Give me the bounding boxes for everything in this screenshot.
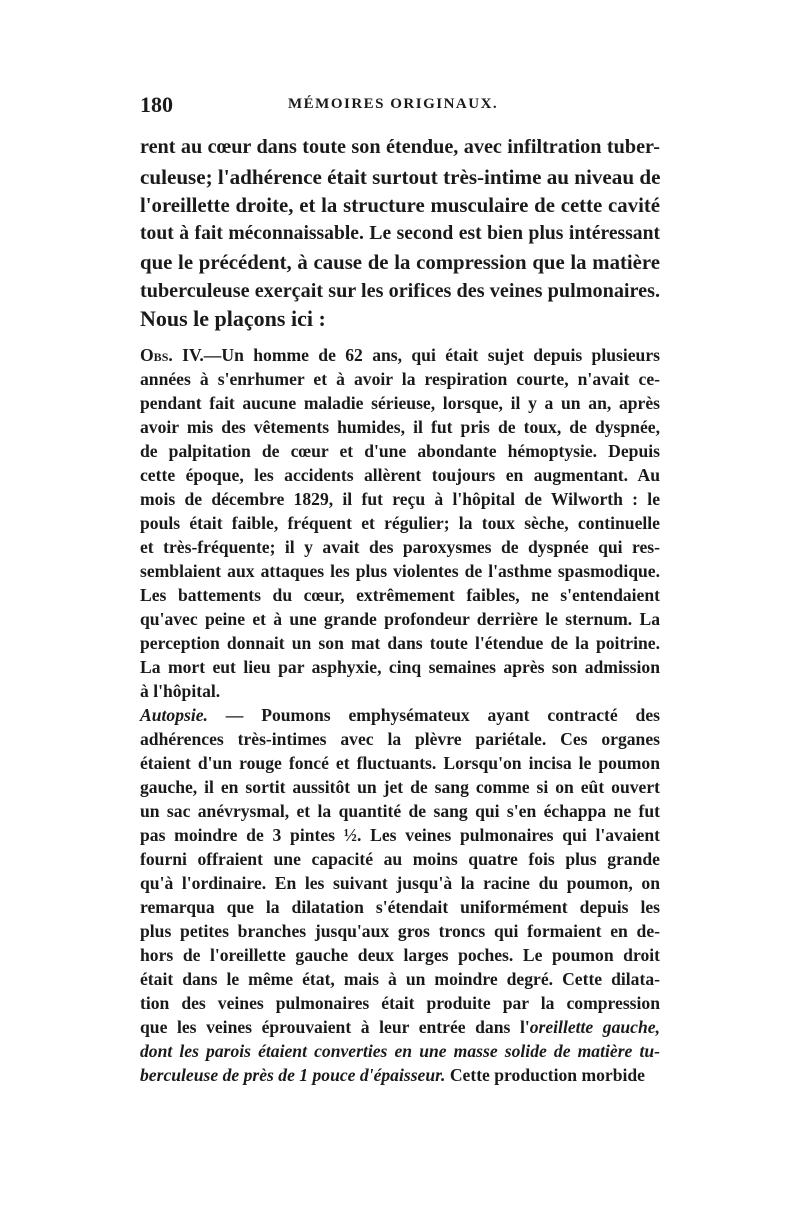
autopsy-line: étaient d'un rouge foncé et fluctuants. Lorsqu'on incisa le poumon — [140, 753, 660, 773]
autopsy-italic-text: oreillette gauche, — [529, 1017, 660, 1037]
obs-line: perception donnait un son mat dans toute l'étendue de la poitrine. — [140, 633, 660, 653]
autopsy-roman-text: que les veines éprouvaient à leur entrée dans l' — [140, 1017, 530, 1037]
intro-line: culeuse; l'adhérence était surtout très-intime au niveau de — [140, 165, 661, 189]
obs-first-text: Un homme de 62 ans, qui était sujet depuis plusieurs — [221, 345, 660, 365]
autopsy-line: hors de l'oreillette gauche deux larges poches. Le poumon droit — [140, 945, 660, 965]
autopsy-label: Autopsie. — [140, 705, 208, 725]
autopsy-line: adhérences très-intimes avec la plèvre pariétale. Ces organes — [140, 729, 660, 749]
autopsy-line: remarqua que la dilatation s'étendait uniformément depuis les — [140, 897, 660, 917]
autopsy-line: tion des veines pulmonaires était produite par la compression — [140, 993, 660, 1013]
intro-line: tuberculeuse exerçait sur les orifices des veines pulmonaires. — [140, 280, 660, 302]
autopsy-line: qu'à l'ordinaire. En les suivant jusqu'à la racine du poumon, on — [140, 873, 660, 893]
obs-line: cette époque, les accidents allèrent toujours en augmentant. Au — [140, 465, 660, 485]
obs-line: à l'hôpital. — [140, 681, 221, 701]
autopsy-mixed-line — [140, 1063, 660, 1087]
autopsy-line: était dans le même état, mais à un moindre degré. Cette dilata- — [140, 969, 660, 989]
obs-line: qu'avec peine et à une grande profondeur derrière le sternum. La — [140, 609, 660, 629]
obs-line: avoir mis des vêtements humides, il fut pris de toux, de dyspnée, — [140, 417, 660, 437]
autopsy-line: un sac anévrysmal, et la quantité de sang qui s'en échappa ne fut — [140, 801, 660, 821]
obs-line: années à s'enrhumer et à avoir la respiration courte, n'avait ce- — [140, 369, 660, 389]
autopsy-italic-line: dont les parois étaient converties en une masse solide de matière tu- — [140, 1041, 660, 1061]
autopsy-first-text: — Poumons emphysémateux ayant contracté des — [225, 705, 660, 725]
page-header — [140, 92, 660, 120]
obs-line: La mort eut lieu par asphyxie, cinq semaines après son admission — [140, 657, 660, 677]
intro-line: rent au cœur dans toute son étendue, avec infiltration tuber- — [140, 136, 660, 158]
autopsy-line: plus petites branches jusqu'aux gros troncs qui formaient en de- — [140, 921, 660, 941]
intro-line: l'oreillette droite, et la structure musculaire de cette cavité — [140, 194, 660, 217]
autopsy-italic-text: berculeuse de près de 1 pouce d'épaisseur. — [140, 1065, 446, 1085]
obs-label: Obs. — [140, 345, 173, 365]
autopsy-roman-text: Cette production morbide — [445, 1065, 645, 1085]
intro-line: tout à fait méconnaissable. Le second est bien plus intéressant — [140, 223, 660, 244]
obs-line: mois de décembre 1829, il fut reçu à l'hôpital de Wilworth : le — [140, 489, 660, 509]
intro-line: Nous le plaçons ici : — [140, 306, 326, 331]
autopsy-first-line — [140, 703, 660, 727]
obs-first-line — [140, 343, 660, 367]
obs-line: de palpitation de cœur et d'une abondante hémoptysie. Depuis — [140, 441, 660, 461]
autopsy-mixed-line — [140, 1015, 660, 1039]
obs-line: pouls était faible, fréquent et régulier; la toux sèche, continuelle — [140, 513, 660, 533]
obs-line: Les battements du cœur, extrêmement faibles, ne s'entendaient — [140, 585, 660, 605]
autopsy-line: fourni offraient une capacité au moins quatre fois plus grande — [140, 849, 660, 869]
obs-line: et très-fréquente; il y avait des paroxysmes de dyspnée qui res- — [140, 537, 660, 557]
intro-line: que le précédent, à cause de la compression que la matière — [140, 251, 660, 274]
running-title: MÉMOIRES ORIGINAUX. — [288, 96, 499, 112]
page-number: 180 — [140, 92, 173, 117]
autopsy-line: pas moindre de 3 pintes ½. Les veines pulmonaires qui l'avaient — [140, 825, 660, 845]
obs-line: semblaient aux attaques les plus violentes de l'asthme spasmodique. — [140, 561, 660, 581]
obs-number: IV.— — [182, 345, 222, 365]
obs-line: pendant fait aucune maladie sérieuse, lorsque, il y a un an, après — [140, 393, 660, 413]
autopsy-line: gauche, il en sortit aussitôt un jet de sang comme si on eût ouvert — [140, 777, 660, 797]
